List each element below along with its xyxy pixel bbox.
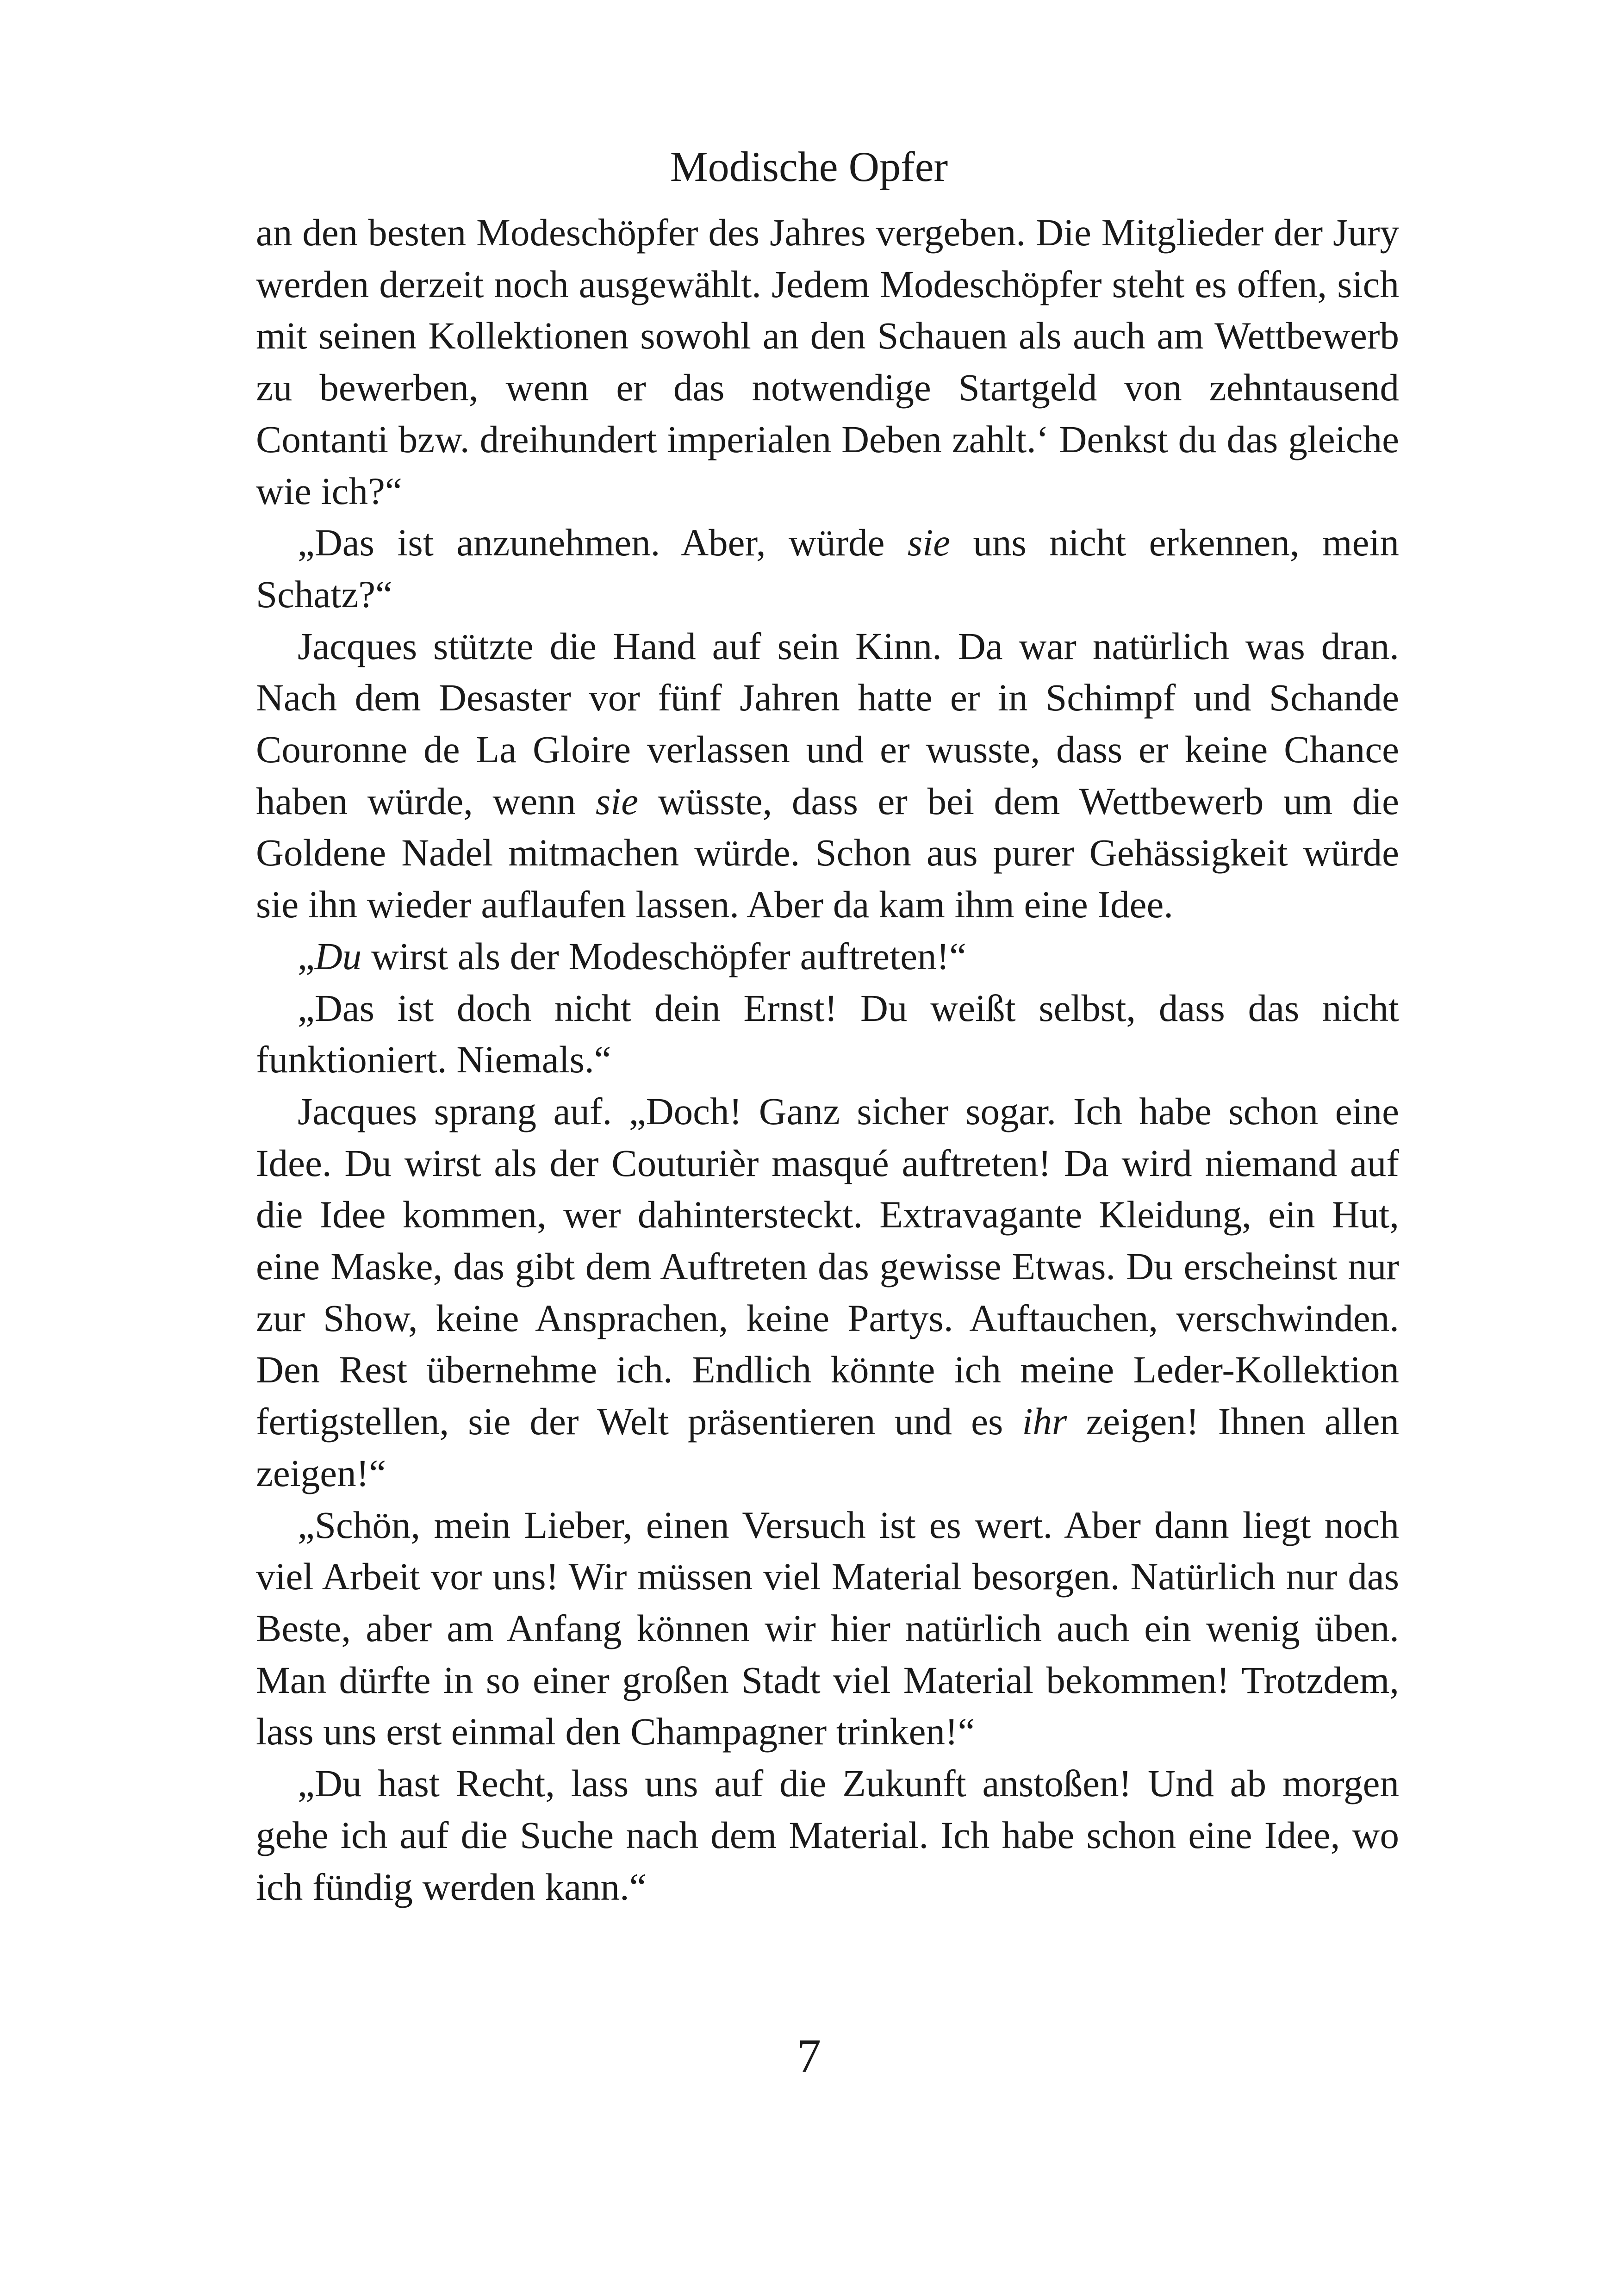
text-segment: „Schön, mein Lieber, einen Versuch ist es wert. Aber dann liegt noch viel Arbeit vor uns! Wir müssen viel Material besorgen. Natürlich nur das Beste, aber am Anfang können wir hier natürlich auch ein wenig üben. Man dürfte in so einer großen Stadt viel Material bekommen! Trotzdem, lass uns erst einmal den Champagner trinken!“ — [256, 1503, 1399, 1753]
text-segment: „Du hast Recht, lass uns auf die Zukunft anstoßen! Und ab morgen gehe ich auf die Suche nach dem Material. Ich habe schon eine Idee, wo ich fündig werden kann.“ — [256, 1762, 1399, 1908]
text-segment: an den besten Modeschöpfer des Jahres vergeben. Die Mitglieder der Jury werden derzeit noch ausgewählt. Jedem Modeschöpfer steht es offen, sich mit seinen Kollektionen sowohl an den Schauen als auch am Wettbewerb zu bewerben, wenn er das notwendige Startgeld von zehntausend Contanti bzw. dreihundert imperialen Deben zahlt.‘ Denkst du das gleiche wie ich?“ — [256, 211, 1399, 512]
body-text — [256, 207, 1399, 1913]
text-segment: wirst als der Modeschöpfer auftreten!“ — [361, 934, 967, 977]
running-title: Modische Opfer — [670, 143, 948, 190]
emphasis-text: ihr — [1022, 1400, 1067, 1443]
paragraph — [256, 931, 1399, 983]
text-segment: „Das ist doch nicht dein Ernst! Du weißt selbst, dass das nicht funktioniert. Niemals.“ — [256, 986, 1399, 1081]
text-segment: zeigen! Ihnen allen zeigen!“ — [256, 1400, 1399, 1494]
emphasis-text: Du — [314, 934, 362, 977]
paragraph — [256, 1758, 1399, 1913]
paragraph — [256, 983, 1399, 1086]
page-number: 7 — [797, 2029, 821, 2083]
text-segment: Jacques stützte die Hand auf sein Kinn. Da war natürlich was dran. Nach dem Desaster vor fünf Jahren hatte er in Schimpf und Schande Couronne de La Gloire verlassen und er wusste, dass er keine Chance haben würde, wenn — [256, 624, 1399, 822]
text-segment: „ — [298, 934, 315, 977]
emphasis-text: sie — [595, 779, 639, 822]
text-segment: „Das ist anzunehmen. Aber, würde — [298, 521, 908, 564]
paragraph — [256, 1500, 1399, 1758]
text-segment: uns nicht erkennen, mein Schatz?“ — [256, 521, 1399, 616]
paragraph — [256, 207, 1399, 517]
emphasis-text: sie — [907, 521, 951, 564]
paragraph — [256, 621, 1399, 931]
text-segment: wüsste, dass er bei dem Wettbewerb um die Goldene Nadel mitmachen würde. Schon aus purer Gehässigkeit würde sie ihn wieder auflaufen lassen. Aber da kam ihm eine Idee. — [256, 779, 1399, 926]
paragraph — [256, 1086, 1399, 1500]
text-segment: Jacques sprang auf. „Doch! Ganz sicher sogar. Ich habe schon eine Idee. Du wirst als der Couturièr masqué auftreten! Da wird niemand auf die Idee kommen, wer dahintersteckt. Extravagante Kleidung, ein Hut, eine Maske, das gibt dem Auftreten das gewisse Etwas. Du erscheinst nur zur Show, keine Ansprachen, keine Partys. Auftauchen, verschwinden. Den Rest übernehme ich. Endlich könnte ich meine Leder-Kollektion fertigstellen, sie der Welt präsentieren und es — [256, 1089, 1399, 1443]
paragraph — [256, 517, 1399, 620]
